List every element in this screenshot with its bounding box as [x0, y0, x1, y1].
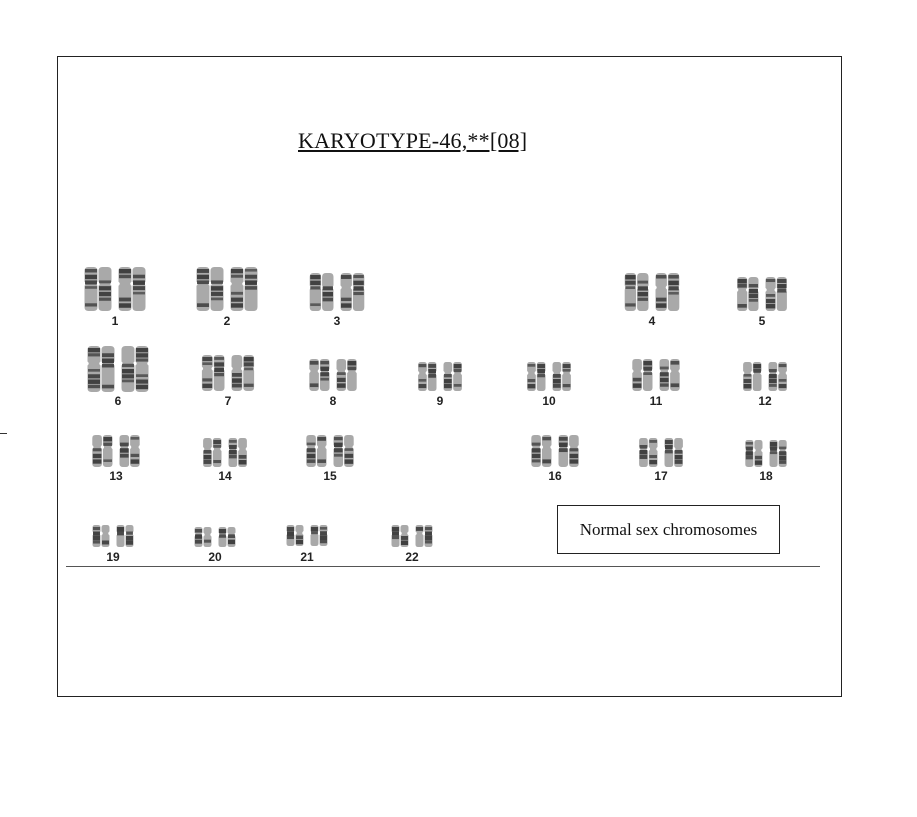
- chromosome-pair-2: [196, 266, 258, 330]
- chromatid: [309, 359, 319, 391]
- chromatid: [660, 359, 670, 391]
- chromosome-number-label: 4: [648, 314, 656, 328]
- chromosome-pair-8-image: [302, 358, 364, 392]
- chromosome-number-label: 14: [218, 469, 232, 483]
- chromosome-pair-12: [734, 361, 796, 410]
- chromosome-pair-14-image: [194, 437, 256, 468]
- chromosome-pair-15-image: [299, 434, 361, 468]
- chromosome-pair-9: [409, 361, 471, 410]
- chromatid: [743, 362, 752, 391]
- chromosome-pair-4: [621, 272, 683, 330]
- chromosome-pair-22-image: [381, 524, 443, 548]
- chromosome-pair-17-image: [630, 437, 692, 468]
- chromosome-pair-5: [731, 276, 793, 330]
- chromatid: [559, 435, 569, 467]
- chromatid: [136, 346, 149, 392]
- chromosome-pair-19: [82, 524, 144, 566]
- chromosome-pair-13-image: [85, 434, 147, 468]
- chromosome-pair-9-image: [409, 361, 471, 392]
- chromosome-number-label: 11: [649, 394, 663, 408]
- chromosome-pair-14: [194, 437, 256, 485]
- chromatid: [117, 525, 125, 547]
- chromosome-number-label: 3: [333, 314, 341, 328]
- chromatid: [737, 277, 747, 311]
- margin-tick-mark: [0, 433, 7, 434]
- chromatid: [93, 525, 101, 547]
- chromosome-pair-5-image: [731, 276, 793, 312]
- chromosome-number-label: 12: [758, 394, 772, 408]
- chromosome-pair-16: [524, 434, 586, 485]
- chromosome-pair-3-image: [306, 272, 368, 312]
- chromatid: [245, 267, 258, 311]
- chromatid: [311, 525, 319, 546]
- chromosome-pair-10-image: [518, 361, 580, 392]
- chromatid: [238, 438, 247, 467]
- chromatid: [347, 359, 357, 391]
- chromosome-number-label: 7: [224, 394, 232, 408]
- chromatid: [197, 267, 210, 311]
- chromosome-pair-13: [85, 434, 147, 485]
- chromatid: [322, 273, 333, 311]
- chromatid: [99, 267, 112, 311]
- chromatid: [243, 355, 254, 391]
- chromosome-pair-15: [299, 434, 361, 485]
- chromatid: [745, 440, 753, 467]
- chromosome-number-label: 9: [436, 394, 444, 408]
- chromosome-pair-4-image: [621, 272, 683, 312]
- chromatid: [232, 355, 243, 391]
- chromosome-number-label: 18: [759, 469, 773, 483]
- chromosome-number-label: 6: [114, 394, 122, 408]
- chromatid: [553, 362, 562, 391]
- chromatid: [119, 267, 132, 311]
- chromatid: [416, 525, 424, 547]
- chromatid: [428, 362, 437, 391]
- chromosome-pair-11: [625, 358, 687, 410]
- chromosome-pair-7-image: [197, 354, 259, 392]
- chromatid: [656, 273, 667, 311]
- chromatid: [353, 273, 364, 311]
- chromosome-number-label: 8: [329, 394, 337, 408]
- chromosome-pair-6-image: [87, 345, 149, 393]
- chromatid: [103, 435, 113, 467]
- chromosome-number-label: 15: [323, 469, 337, 483]
- chromatid: [625, 273, 636, 311]
- chromosome-pair-7: [197, 354, 259, 410]
- chromatid: [649, 438, 658, 467]
- chromatid: [637, 273, 648, 311]
- chromatid: [317, 435, 327, 467]
- chromatid: [777, 277, 787, 311]
- chromatid: [770, 440, 778, 467]
- chromosome-pair-20: [184, 526, 246, 566]
- chromatid: [527, 362, 536, 391]
- chromatid: [766, 277, 776, 311]
- chromatid: [341, 273, 352, 311]
- chromatid: [337, 359, 347, 391]
- chromatid: [668, 273, 679, 311]
- chromosome-pair-10: [518, 361, 580, 410]
- chromatid: [531, 435, 541, 467]
- chromatid: [562, 362, 571, 391]
- chromosome-number-label: 17: [654, 469, 668, 483]
- chromatid: [213, 438, 222, 467]
- chromatid: [753, 362, 762, 391]
- chromatid: [639, 438, 648, 467]
- chromatid: [320, 525, 328, 546]
- chromosome-pair-22: [381, 524, 443, 566]
- chromatid: [102, 346, 115, 392]
- chromatid: [88, 346, 101, 392]
- chromosome-pair-19-image: [82, 524, 144, 548]
- chromatid: [306, 435, 316, 467]
- chromatid: [130, 435, 140, 467]
- chromosome-pair-16-image: [524, 434, 586, 468]
- chromatid: [401, 525, 409, 547]
- chromosome-pair-18: [735, 439, 797, 485]
- chromatid: [228, 527, 236, 547]
- chromatid: [85, 267, 98, 311]
- chromatid: [769, 362, 778, 391]
- chromatid: [453, 362, 462, 391]
- chromatid: [203, 438, 212, 467]
- chromosome-number-label: 5: [758, 314, 766, 328]
- chromatid: [542, 435, 552, 467]
- chromosome-number-label: 19: [106, 550, 120, 564]
- chromatid: [133, 267, 146, 311]
- chromosome-number-label: 1: [111, 314, 119, 328]
- chromatid: [120, 435, 130, 467]
- chromatid: [195, 527, 203, 547]
- chromatid: [320, 359, 330, 391]
- chromatid: [219, 527, 227, 547]
- chromosome-pair-1-image: [84, 266, 146, 312]
- sex-chromosomes-box: [557, 505, 780, 554]
- chromosome-number-label: 13: [109, 469, 123, 483]
- chromatid: [392, 525, 400, 547]
- chromatid: [748, 277, 758, 311]
- karyogram-baseline: [66, 566, 820, 567]
- chromosome-number-label: 22: [405, 550, 419, 564]
- chromosome-pair-18-image: [735, 439, 797, 468]
- chromosome-pair-6: [87, 345, 149, 410]
- chromatid: [778, 362, 787, 391]
- chromosome-pair-17: [630, 437, 692, 485]
- chromosome-number-label: 10: [542, 394, 556, 408]
- chromosome-number-label: 21: [300, 550, 314, 564]
- chromatid: [102, 525, 110, 547]
- chromosome-pair-1: [84, 266, 146, 330]
- chromatid: [643, 359, 653, 391]
- chromosome-number-label: 2: [223, 314, 231, 328]
- chromatid: [754, 440, 762, 467]
- chromatid: [779, 440, 787, 467]
- chromosome-pair-11-image: [625, 358, 687, 392]
- chromatid: [296, 525, 304, 546]
- chromatid: [229, 438, 238, 467]
- chromatid: [214, 355, 225, 391]
- chromosome-pair-12-image: [734, 361, 796, 392]
- chromatid: [231, 267, 244, 311]
- chromatid: [122, 346, 135, 392]
- chromosome-pair-8: [302, 358, 364, 410]
- chromatid: [418, 362, 427, 391]
- chromatid: [204, 527, 212, 547]
- sex-chromosomes-label: Normal sex chromosomes: [579, 519, 758, 539]
- chromatid: [537, 362, 546, 391]
- chromosome-pair-21-image: [276, 524, 338, 547]
- chromosome-pair-20-image: [184, 526, 246, 548]
- chromatid: [92, 435, 102, 467]
- chromatid: [632, 359, 642, 391]
- chromatid: [310, 273, 321, 311]
- chromatid: [287, 525, 295, 546]
- chromatid: [674, 438, 683, 467]
- chromosome-pair-21: [276, 524, 338, 566]
- chromatid: [334, 435, 344, 467]
- chromatid: [444, 362, 453, 391]
- chromosome-pair-2-image: [196, 266, 258, 312]
- karyotype-title: KARYOTYPE-46,**[08]: [298, 128, 528, 153]
- chromatid: [569, 435, 579, 467]
- chromatid: [665, 438, 674, 467]
- chromosome-pair-3: [306, 272, 368, 330]
- chromosome-number-label: 20: [208, 550, 222, 564]
- chromatid: [126, 525, 134, 547]
- chromatid: [211, 267, 224, 311]
- chromosome-number-label: 16: [548, 469, 562, 483]
- chromatid: [425, 525, 433, 547]
- chromatid: [670, 359, 680, 391]
- chromatid: [344, 435, 354, 467]
- chromatid: [202, 355, 213, 391]
